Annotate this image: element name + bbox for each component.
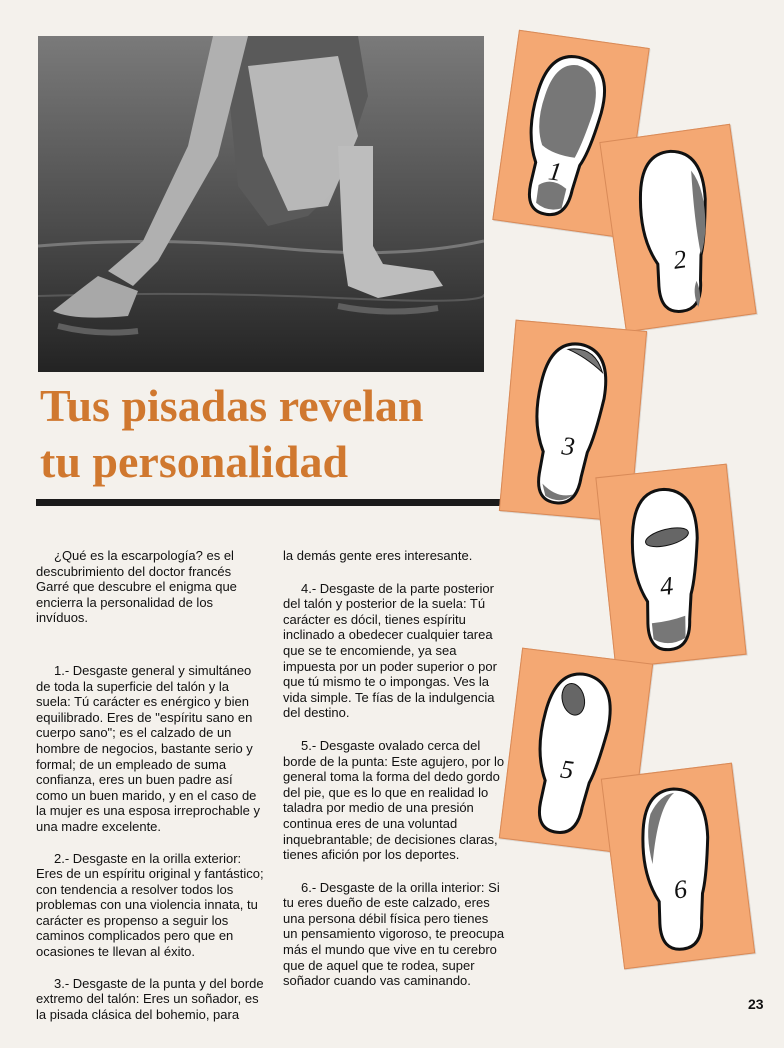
paragraph-item-2: 2.- Desgaste en la orilla exterior: Eres de un espíritu original y fantástico; con tendencia a resolver todos los problemas con una violencia innata, tu carácter es propenso a seguir los caminos complicados pero que en ocasiones te llevan al éxito. <box>36 850 264 960</box>
paragraph-item-3: 3.- Desgaste de la punta y del borde extremo del talón: Eres un soñador, es la pisada clásica del bohemio, para <box>36 975 264 1022</box>
footprint-number-2: 2 <box>671 244 689 275</box>
footprint-number-6: 6 <box>672 874 689 905</box>
footprint-number-5: 5 <box>558 754 576 785</box>
footprint-card-4 <box>595 464 746 669</box>
paragraph-item-3-continued: la demás gente eres interesante. <box>283 548 473 563</box>
text-column-left <box>36 548 264 1022</box>
shoe-sole-icon <box>602 764 754 968</box>
paragraph-item-4: 4.- Desgaste de la parte posterior del talón y posterior de la suela: Tú carácter es dócil, tienes espíritu inclinado a obedecer cualquier tarea que se te encomiende, ya sea impuesta por un poder superior o por que tú mismo te o impongas. Ves la vida simple. Te fías de la indulgencia del destino. <box>283 580 497 721</box>
photo-illustration <box>38 36 484 372</box>
paragraph-item-1: 1.- Desgaste general y simultáneo de toda la superficie del talón y la suela: Tú carácter es enérgico y bien equilibrado. Eres de "espíritu sano en cuerpo sano"; es el calzado de un hombre de negocios, bastante serio y formal; de un empleado de suma confianza, eres un buen padre así como un buen marido, y en el caso de la mujer es una esposa irreprochable y una madre excelente. <box>36 662 261 834</box>
title-line-2: tu personalidad <box>40 436 349 487</box>
footprint-number-1: 1 <box>546 156 564 187</box>
footprint-number-4: 4 <box>658 570 675 602</box>
title-divider <box>36 499 506 506</box>
title-line-1: Tus pisadas revelan <box>40 380 424 431</box>
footprint-card-2 <box>599 124 756 333</box>
footprint-card-6 <box>601 763 755 970</box>
paragraph-item-5: 5.- Desgaste ovalado cerca del borde de la punta: Este agujero, por lo general toma la forma del dedo gordo del pie, que es lo que en realidad lo taladra por medio de una presión continua eres de una voluntad inquebrantable; de decisiones claras, tienes afición por los deportes. <box>283 737 505 863</box>
barefoot-walking-photo <box>38 36 484 372</box>
footprint-number-3: 3 <box>560 431 577 462</box>
article-title <box>40 378 510 490</box>
shoe-sole-icon <box>600 125 755 331</box>
text-column-right <box>283 548 505 989</box>
intro-paragraph: ¿Qué es la escarpología? es el descubrimiento del doctor francés Garré que descubre el enigma que encierra la personalidad de los invíduos. <box>36 548 237 626</box>
paragraph-item-6: 6.- Desgaste de la orilla interior: Si tu eres dueño de este calzado, eres una persona débil física pero tienes un pensamiento vigoroso, te preocupa más el mundo que vive en tu cerebro que de aquel que te rodea, super soñador cuando vas caminando. <box>283 879 505 989</box>
shoe-sole-icon <box>596 465 745 668</box>
page-number: 23 <box>748 996 764 1012</box>
